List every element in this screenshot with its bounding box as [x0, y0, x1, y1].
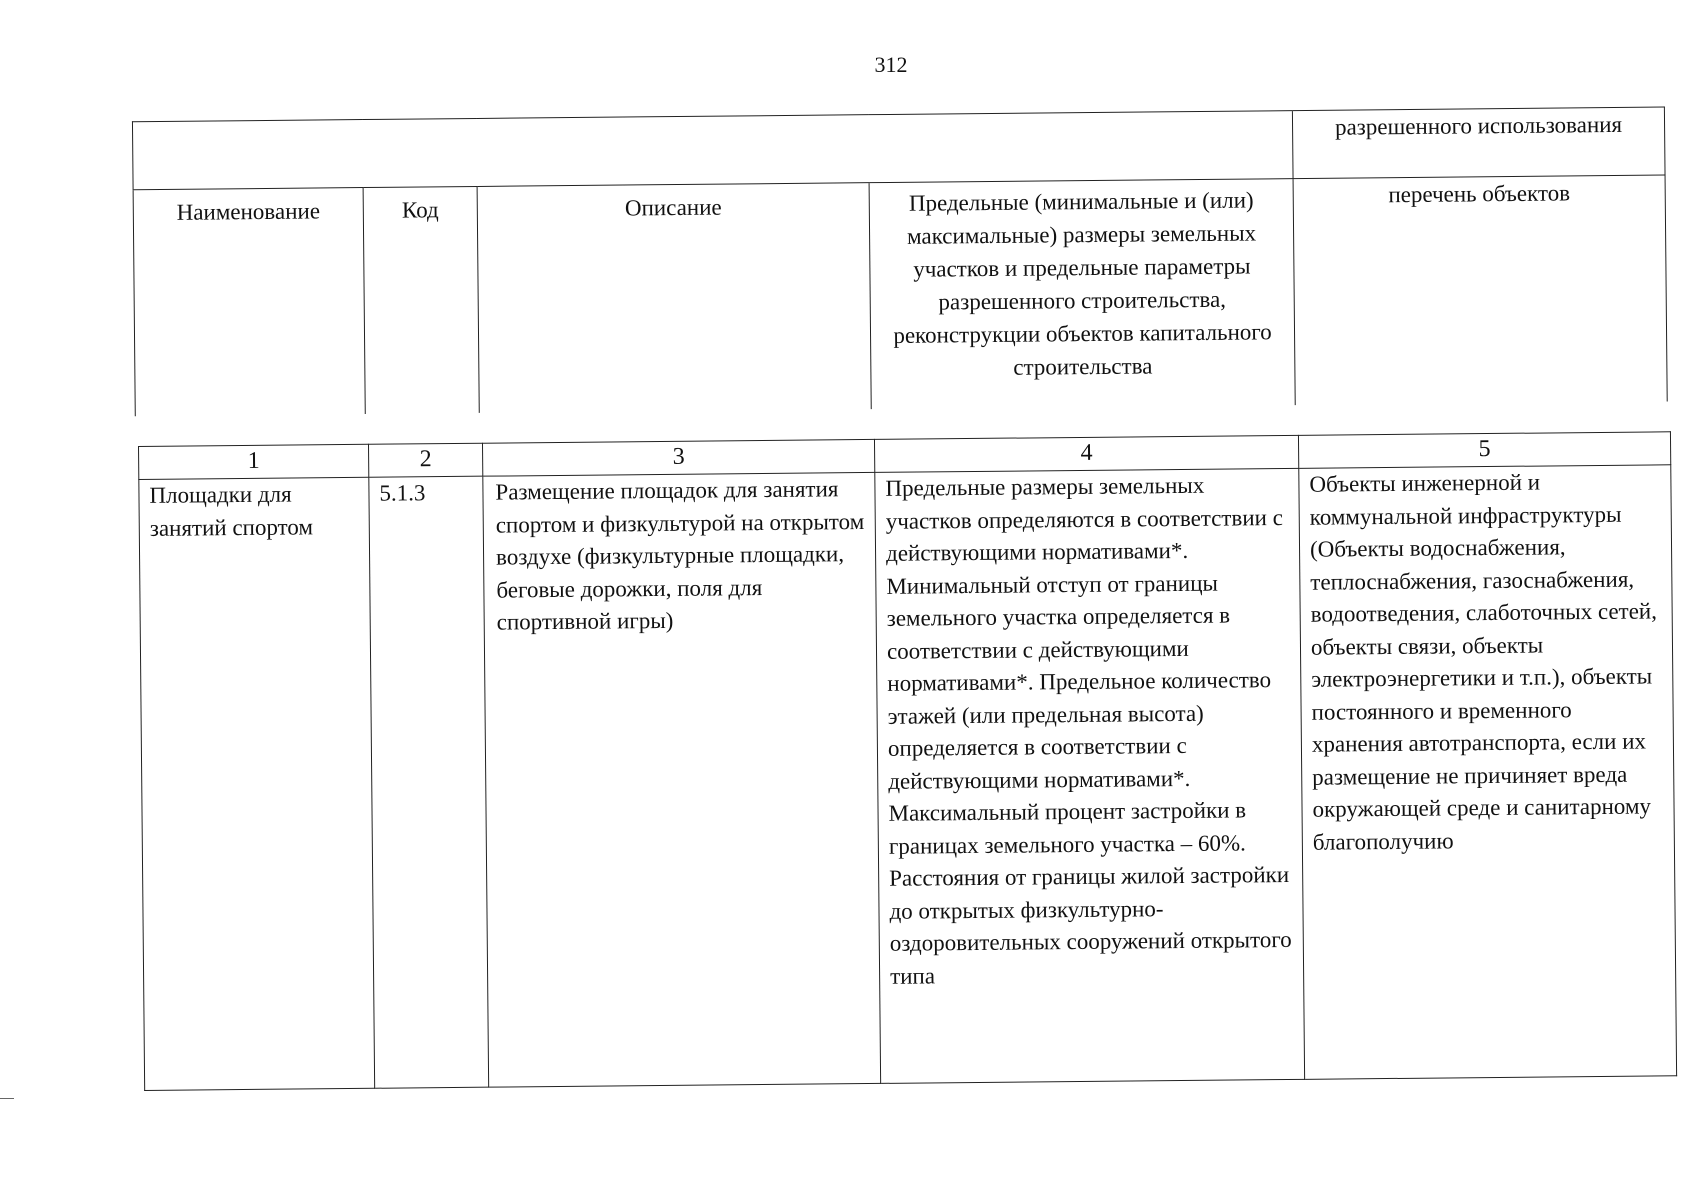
table-row [139, 465, 1677, 1091]
column-number: 3 [482, 439, 874, 476]
column-number: 5 [1298, 432, 1670, 469]
cell-name: Площадки для занятий спортом [139, 477, 375, 1090]
column-number: 4 [874, 435, 1298, 472]
header-col-description-label: Описание [624, 194, 722, 221]
main-table [138, 431, 1677, 1091]
header-col-name-label: Наименование [176, 198, 321, 225]
column-number: 1 [139, 444, 369, 479]
header-col-code [363, 186, 479, 413]
header-col-parameters [869, 179, 1295, 409]
header-top-right-cell [1292, 107, 1665, 179]
header-table [132, 107, 1668, 416]
header-blank-cell [132, 111, 1293, 190]
header-col-code-label: Код [401, 197, 439, 223]
header-col-objects-label: перечень объектов [1388, 180, 1571, 208]
margin-mark [0, 1098, 14, 1099]
cell-code: 5.1.3 [369, 476, 489, 1088]
page-number: 312 [874, 52, 908, 77]
header-col-description [477, 183, 871, 413]
header-col-name [133, 188, 365, 416]
column-number: 2 [368, 443, 482, 477]
cell-parameters: Предельные размеры земельных участков определяются в соответствии с действующими нормативами*. Минимальный отступ от границы земельного участка определяется в соответствии с действующими нормативами*. Предельное количество этажей (или предельная высота) определяется в соответствии с действующими нормативами*. Максимальный процент застройки в границах земельного участка – 60%. Расстояния от границы жилой застройки до открытых физкультурно-оздоровительных сооружений открытого типа [875, 468, 1305, 1083]
header-col-objects [1293, 175, 1667, 405]
header-top-right-label: разрешенного использования [1334, 111, 1623, 140]
header-col-parameters-label: Предельные (минимальные и (или) максимальные) размеры земельных участков и предельные параметры разрешенного строительства, реконструкции объектов капитального строительства [893, 187, 1272, 380]
cell-objects: Объекты инженерной и коммунальной инфраструктуры (Объекты водоснабжения, теплоснабжения, газоснабжения, водоотведения, слаботочных сетей, объекты связи, объекты электроэнергетики и т.п.), объекты постоянного и временного хранения автотранспорта, если их размещение не причиняет вреда окружающей среде и санитарному благополучию [1299, 465, 1677, 1080]
cell-description: Размещение площадок для занятия спортом и физкультурой на открытом воздухе (физкультурные площадки, беговые дорожки, поля для спортивной игры) [483, 472, 881, 1087]
